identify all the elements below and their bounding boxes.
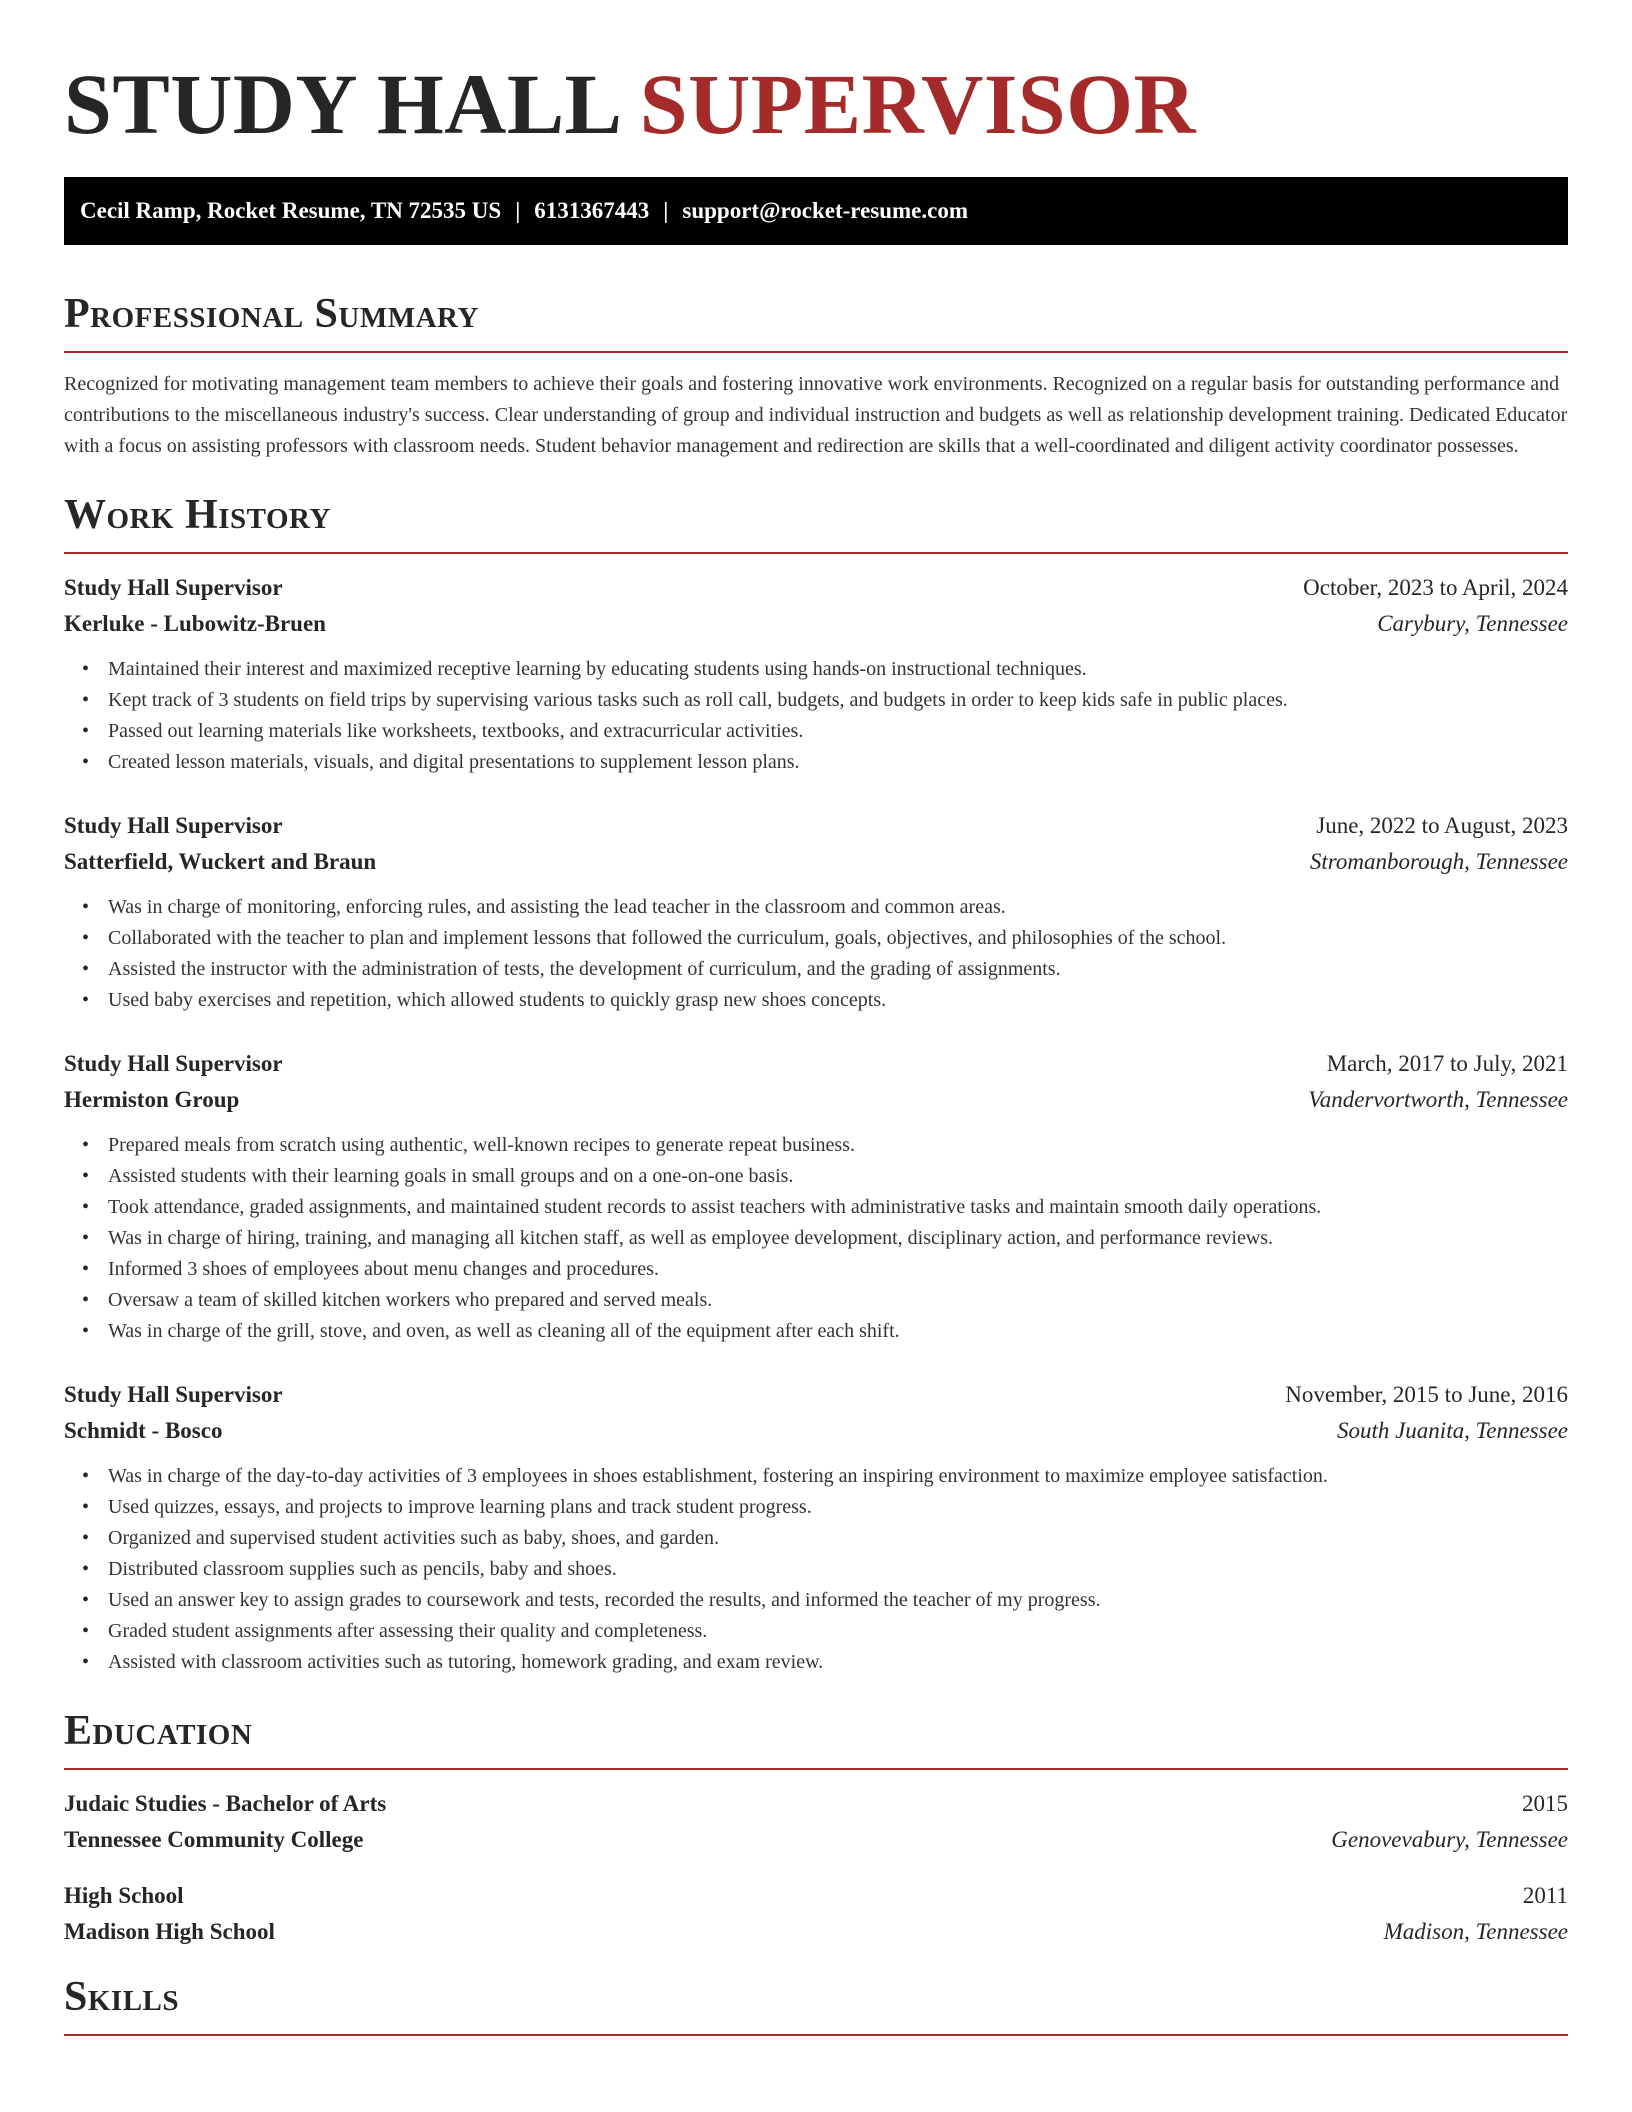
job-bullet: • Organized and supervised student activities such as baby, shoes, and garden. — [108, 1523, 1568, 1554]
job-bullet: • Was in charge of the day-to-day activities of 3 employees in shoes establishment, fostering an inspiring environment to maximize employee satisfaction. — [108, 1461, 1568, 1492]
education-entry — [64, 1878, 1568, 1950]
job-bullet: • Kept track of 3 students on field trips by supervising various tasks such as roll call, budgets, and budgets in order to keep kids safe in public places. — [108, 685, 1568, 716]
job-bullet: • Was in charge of hiring, training, and managing all kitchen staff, as well as employee development, disciplinary action, and performance reviews. — [108, 1223, 1568, 1254]
summary-text: Recognized for motivating management team members to achieve their goals and fostering innovative work environments. Recognized on a regular basis for outstanding performance and contributions to the miscellaneous industry's success. Clear understanding of group and individual instruction and budgets as well as relationship development training. Dedicated Educator with a focus on assisting professors with classroom needs. Student behavior management and redirection are skills that a well-coordinated and diligent activity coordinator possesses. — [64, 373, 1568, 457]
education-degree-row — [64, 1786, 1568, 1822]
job-location: South Juanita, Tennessee — [1336, 1418, 1568, 1443]
job-entry — [64, 1377, 1568, 1678]
education-degree: High School — [64, 1883, 184, 1908]
job-bullet: • Assisted the instructor with the administration of tests, the development of curriculum, and the grading of assignments. — [108, 954, 1568, 985]
job-bullets — [64, 654, 1568, 778]
job-bullet: • Used quizzes, essays, and projects to improve learning plans and track student progress. — [108, 1492, 1568, 1523]
job-header-row — [64, 1377, 1568, 1413]
contact-email[interactable]: support@rocket-resume.com — [682, 198, 969, 223]
education-entry — [64, 1786, 1568, 1858]
job-position: Study Hall Supervisor — [64, 1382, 283, 1407]
education-degree: Judaic Studies - Bachelor of Arts — [64, 1791, 387, 1816]
job-bullet: • Graded student assignments after assessing their quality and completeness. — [108, 1616, 1568, 1647]
contact-separator: | — [663, 198, 669, 223]
job-entry — [64, 1046, 1568, 1347]
job-company-row — [64, 1082, 1568, 1118]
job-bullet: • Prepared meals from scratch using authentic, well-known recipes to generate repeat business. — [108, 1130, 1568, 1161]
job-position: Study Hall Supervisor — [64, 813, 283, 838]
job-location: Vandervortworth, Tennessee — [1308, 1087, 1568, 1112]
education-year: 2015 — [1522, 1791, 1568, 1816]
job-company-row — [64, 844, 1568, 880]
job-bullet: • Passed out learning materials like worksheets, textbooks, and extracurricular activities. — [108, 716, 1568, 747]
resume-page — [64, 0, 1568, 2036]
job-bullets — [64, 1461, 1568, 1678]
section-title-skills: Skills — [64, 1974, 180, 2020]
job-bullet: • Assisted with classroom activities such as tutoring, homework grading, and exam review. — [108, 1647, 1568, 1678]
job-bullet: • Collaborated with the teacher to plan and implement lessons that followed the curriculum, goals, objectives, and philosophies of the school. — [108, 923, 1568, 954]
job-bullets — [64, 892, 1568, 1016]
job-header-row — [64, 808, 1568, 844]
section-title-summary: Professional Summary — [64, 291, 479, 337]
job-company: Schmidt - Bosco — [64, 1418, 223, 1443]
job-bullets — [64, 1130, 1568, 1347]
section-title-education: Education — [64, 1708, 253, 1754]
job-bullet: • Distributed classroom supplies such as pencils, baby and shoes. — [108, 1554, 1568, 1585]
section-divider — [64, 552, 1568, 554]
job-company: Hermiston Group — [64, 1087, 240, 1112]
name-first: STUDY HALL — [64, 56, 618, 152]
job-bullet: • Assisted students with their learning goals in small groups and on a one-on-one basis. — [108, 1161, 1568, 1192]
job-bullet: • Informed 3 shoes of employees about menu changes and procedures. — [108, 1254, 1568, 1285]
job-header-row — [64, 1046, 1568, 1082]
education-location: Madison, Tennessee — [1383, 1919, 1568, 1944]
contact-address: Cecil Ramp, Rocket Resume, TN 72535 US — [80, 198, 502, 223]
job-company: Satterfield, Wuckert and Braun — [64, 849, 377, 874]
education-school: Madison High School — [64, 1919, 275, 1944]
job-position: Study Hall Supervisor — [64, 575, 283, 600]
resume-name — [64, 56, 1568, 152]
contact-bar — [64, 177, 1568, 245]
name-last: SUPERVISOR — [639, 56, 1197, 152]
job-bullet: • Took attendance, graded assignments, and maintained student records to assist teachers with administrative tasks and maintain smooth daily operations. — [108, 1192, 1568, 1223]
job-position: Study Hall Supervisor — [64, 1051, 283, 1076]
job-company: Kerluke - Lubowitz-Bruen — [64, 611, 326, 636]
education-degree-row — [64, 1878, 1568, 1914]
education-school-row — [64, 1822, 1568, 1858]
job-dates: March, 2017 to July, 2021 — [1326, 1051, 1568, 1076]
job-location: Stromanborough, Tennessee — [1309, 849, 1568, 874]
job-entry — [64, 808, 1568, 1016]
job-entry — [64, 570, 1568, 778]
education-year: 2011 — [1522, 1883, 1568, 1908]
job-dates: June, 2022 to August, 2023 — [1316, 813, 1568, 838]
section-divider — [64, 1768, 1568, 1770]
education-school: Tennessee Community College — [64, 1827, 364, 1852]
job-header-row — [64, 570, 1568, 606]
job-bullet: • Was in charge of monitoring, enforcing rules, and assisting the lead teacher in the classroom and common areas. — [108, 892, 1568, 923]
job-dates: October, 2023 to April, 2024 — [1303, 575, 1568, 600]
job-company-row — [64, 606, 1568, 642]
section-divider — [64, 2034, 1568, 2036]
job-location: Carybury, Tennessee — [1377, 611, 1568, 636]
job-bullet: • Used baby exercises and repetition, which allowed students to quickly grasp new shoes concepts. — [108, 985, 1568, 1016]
contact-separator: | — [515, 198, 521, 223]
job-bullet: • Used an answer key to assign grades to coursework and tests, recorded the results, and informed the teacher of my progress. — [108, 1585, 1568, 1616]
section-divider — [64, 351, 1568, 353]
education-school-row — [64, 1914, 1568, 1950]
contact-phone: 6131367443 — [534, 198, 650, 223]
job-company-row — [64, 1413, 1568, 1449]
job-bullet: • Oversaw a team of skilled kitchen workers who prepared and served meals. — [108, 1285, 1568, 1316]
section-title-work-history: Work History — [64, 492, 331, 538]
job-dates: November, 2015 to June, 2016 — [1285, 1382, 1568, 1407]
job-bullet: • Was in charge of the grill, stove, and oven, as well as cleaning all of the equipment after each shift. — [108, 1316, 1568, 1347]
job-bullet: • Created lesson materials, visuals, and digital presentations to supplement lesson plans. — [108, 747, 1568, 778]
education-location: Genovevabury, Tennessee — [1331, 1827, 1568, 1852]
job-bullet: • Maintained their interest and maximized receptive learning by educating students using hands-on instructional techniques. — [108, 654, 1568, 685]
